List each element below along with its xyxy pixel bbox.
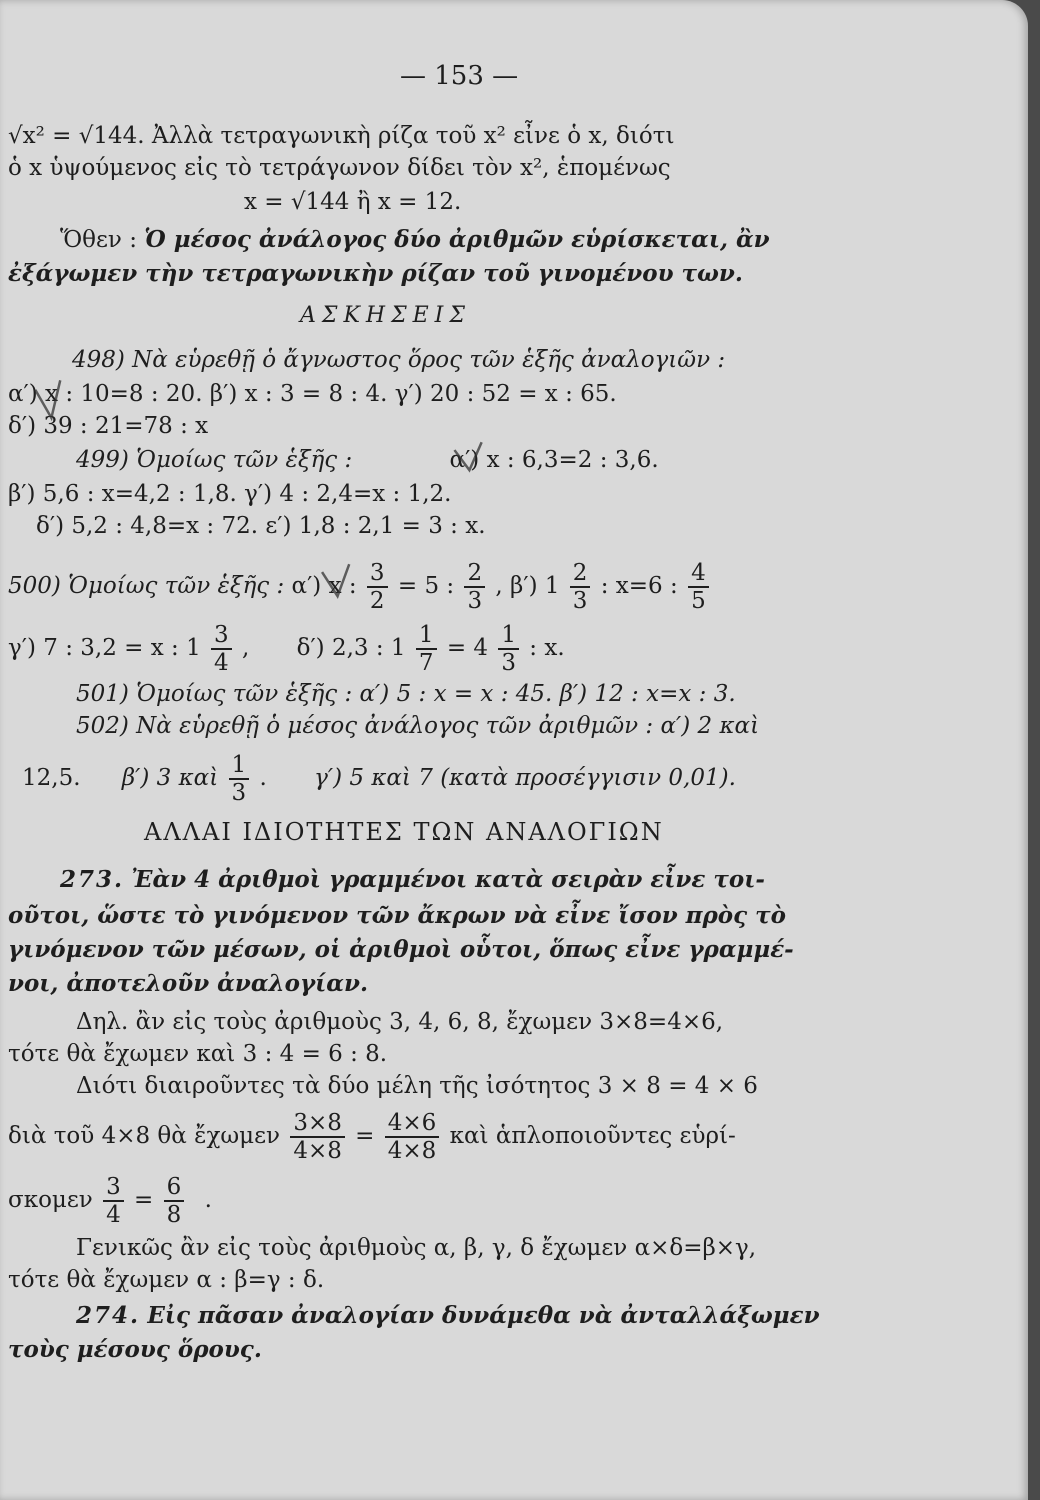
text-run: γ′) 5 καὶ 7 (κατὰ προσέγγισιν 0,01). xyxy=(314,765,736,791)
text-run: , xyxy=(241,635,250,661)
numerator: 1 xyxy=(498,622,519,650)
text-run: 500) Ὁμοίως τῶν ἑξῆς : xyxy=(8,573,285,599)
exercise-line: δ′) 5,2 : 4,8=x : 72. ε′) 1,8 : 2,1 = 3 : x. xyxy=(36,513,486,539)
exercise-line: 502) Νὰ εὑρεθῇ ὁ μέσος ἀνάλογος τῶν ἀριθμῶν : α′) 2 καὶ xyxy=(76,713,760,739)
text-line: τότε θὰ ἔχωμεν α : β=γ : δ. xyxy=(8,1267,325,1293)
denominator: 5 xyxy=(691,588,706,614)
theorem-text: τοὺς μέσους ὅρους. xyxy=(8,1336,262,1363)
text-run: . xyxy=(204,1187,212,1213)
text-line: τότε θὰ ἔχωμεν καὶ 3 : 4 = 6 : 8. xyxy=(8,1041,388,1067)
denominator: 3 xyxy=(572,588,588,614)
theorem-text: Εἰς πᾶσαν ἀναλογίαν δυνάμεθα νὰ ἀνταλλάξωμεν xyxy=(147,1302,820,1329)
text-line: ὁ x ὑψούμενος εἰς τὸ τετράγωνον δίδει τὸν x², ἑπομένως xyxy=(8,155,671,181)
theorem-text: Ἐὰν 4 ἀριθμοὶ γραμμένοι κατὰ σειρὰν εἶνε τοι- xyxy=(131,866,765,893)
theorem-line xyxy=(76,1302,820,1330)
fraction xyxy=(416,622,437,676)
numerator: 3 xyxy=(211,622,232,650)
numerator: 2 xyxy=(570,560,591,588)
numerator: 2 xyxy=(464,560,485,588)
page-number: — 153 — xyxy=(400,61,519,91)
text-run: = 5 : xyxy=(397,573,455,599)
denominator: 4×8 xyxy=(387,1138,437,1164)
theorem-text: οῦτοι, ὥστε τὸ γινόμενον τῶν ἄκρων νὰ εἶνε ἴσον πρὸς τὸ xyxy=(8,902,786,929)
text-run: : x=6 : xyxy=(600,573,678,599)
text-run: 499) Ὁμοίως τῶν ἑξῆς : xyxy=(76,447,353,473)
numerator: 3×8 xyxy=(290,1110,345,1138)
exercise-line xyxy=(8,622,565,676)
section-heading: ΑΛΛΑΙ ΙΔΙΟΤΗΤΕΣ ΤΩΝ ΑΝΑΛΟΓΙΩΝ xyxy=(144,818,664,846)
paragraph-number: 274. xyxy=(76,1302,141,1329)
text-run: 12,5. xyxy=(22,765,81,791)
pen-checkmark-icon xyxy=(315,557,362,612)
exercise-line xyxy=(76,446,659,474)
denominator: 4 xyxy=(214,650,229,676)
text-run: α′) x : 6,3=2 : 3,6. xyxy=(449,447,659,473)
exercise-line: δ′) 39 : 21=78 : x xyxy=(8,413,209,439)
numerator: 6 xyxy=(164,1174,185,1202)
pen-checkmark-icon xyxy=(26,376,74,441)
text-line: x = √144 ἢ x = 12. xyxy=(244,189,462,215)
text-run: δ′) 2,3 : 1 xyxy=(296,635,406,661)
text-line xyxy=(60,226,770,254)
text-run: = xyxy=(134,1187,154,1213)
exercises-heading: ΑΣΚΗΣΕΙΣ xyxy=(300,303,471,328)
text-run: σκομεν xyxy=(8,1187,93,1213)
denominator: 8 xyxy=(166,1202,182,1228)
text-run: α′) x : xyxy=(291,573,357,599)
exercise-line xyxy=(22,752,736,806)
numerator: 3 xyxy=(103,1174,124,1202)
fraction xyxy=(367,560,388,614)
denominator: 7 xyxy=(418,650,434,676)
fraction xyxy=(688,560,709,614)
text-run: διὰ τοῦ 4×8 θὰ ἔχωμεν xyxy=(8,1123,280,1149)
paragraph-number: 273. xyxy=(60,866,125,893)
fraction xyxy=(464,560,485,614)
text-line: Δηλ. ἂν εἰς τοὺς ἀριθμοὺς 3, 4, 6, 8, ἔχωμεν 3×8=4×6, xyxy=(76,1009,724,1035)
text-run: β′) 3 καὶ xyxy=(121,765,219,791)
fraction xyxy=(570,560,591,614)
text-line: √x² = √144. Ἀλλὰ τετραγωνικὴ ρίζα τοῦ x² εἶνε ὁ x, διότι xyxy=(8,123,675,149)
text-line: Γενικῶς ἂν εἰς τοὺς ἀριθμοὺς α, β, γ, δ ἔχωμεν α×δ=β×γ, xyxy=(76,1235,757,1261)
denominator: 3 xyxy=(501,650,516,676)
text-run: , β′) 1 xyxy=(495,573,560,599)
pen-checkmark-icon xyxy=(447,437,492,482)
fraction xyxy=(164,1174,185,1228)
numerator: 4 xyxy=(688,560,709,588)
fraction xyxy=(290,1110,345,1164)
fraction xyxy=(498,622,519,676)
text-line: Διότι διαιροῦντες τὰ δύο μέλη τῆς ἰσότητος 3 × 8 = 4 × 6 xyxy=(76,1073,758,1099)
theorem-line xyxy=(60,866,765,894)
exercise-line: β′) 5,6 : x=4,2 : 1,8. γ′) 4 : 2,4=x : 1,2. xyxy=(8,481,452,507)
text-run: . xyxy=(259,765,267,791)
theorem-text: γινόμενον τῶν μέσων, οἱ ἀριθμοὶ οὗτοι, ὅπως εἶνε γραμμέ- xyxy=(8,936,794,963)
text-run: Ὅθεν : xyxy=(60,227,137,253)
fraction xyxy=(385,1110,440,1164)
text-run: : x. xyxy=(529,635,565,661)
numerator: 4×6 xyxy=(385,1110,440,1138)
fraction xyxy=(211,622,232,676)
text-line xyxy=(8,1174,212,1228)
exercise-line: α′) x : 10=8 : 20. β′) x : 3 = 8 : 4. γ′) 20 : 52 = x : 65. xyxy=(8,381,617,407)
fraction xyxy=(229,752,250,806)
denominator: 4 xyxy=(106,1202,121,1228)
theorem-text: νοι, ἀποτελοῦν ἀναλογίαν. xyxy=(8,970,368,997)
fraction xyxy=(103,1174,124,1228)
denominator: 2 xyxy=(369,588,385,614)
exercise-line: 498) Νὰ εὑρεθῇ ὁ ἄγνωστος ὅρος τῶν ἑξῆς ἀναλογιῶν : xyxy=(72,347,726,373)
text-run: καὶ ἁπλοποιοῦντες εὑρί- xyxy=(449,1123,736,1149)
rule-statement: ἐξάγωμεν τὴν τετραγωνικὴν ρίζαν τοῦ γινομένου των. xyxy=(8,260,743,287)
numerator: 1 xyxy=(416,622,437,650)
denominator: 4×8 xyxy=(293,1138,342,1164)
numerator: 1 xyxy=(229,752,250,780)
denominator: 3 xyxy=(231,780,247,806)
denominator: 3 xyxy=(467,588,483,614)
numerator: 3 xyxy=(367,560,388,588)
rule-statement: Ὁ μέσος ἀνάλογος δύο ἀριθμῶν εὑρίσκεται, ἂν xyxy=(144,226,770,253)
text-run: = 4 xyxy=(446,635,489,661)
text-run: = xyxy=(355,1123,375,1149)
text-run: γ′) 7 : 3,2 = x : 1 xyxy=(8,635,201,661)
text-line xyxy=(8,1110,736,1164)
exercise-line: 501) Ὁμοίως τῶν ἑξῆς : α′) 5 : x = x : 45. β′) 12 : x=x : 3. xyxy=(76,681,736,707)
